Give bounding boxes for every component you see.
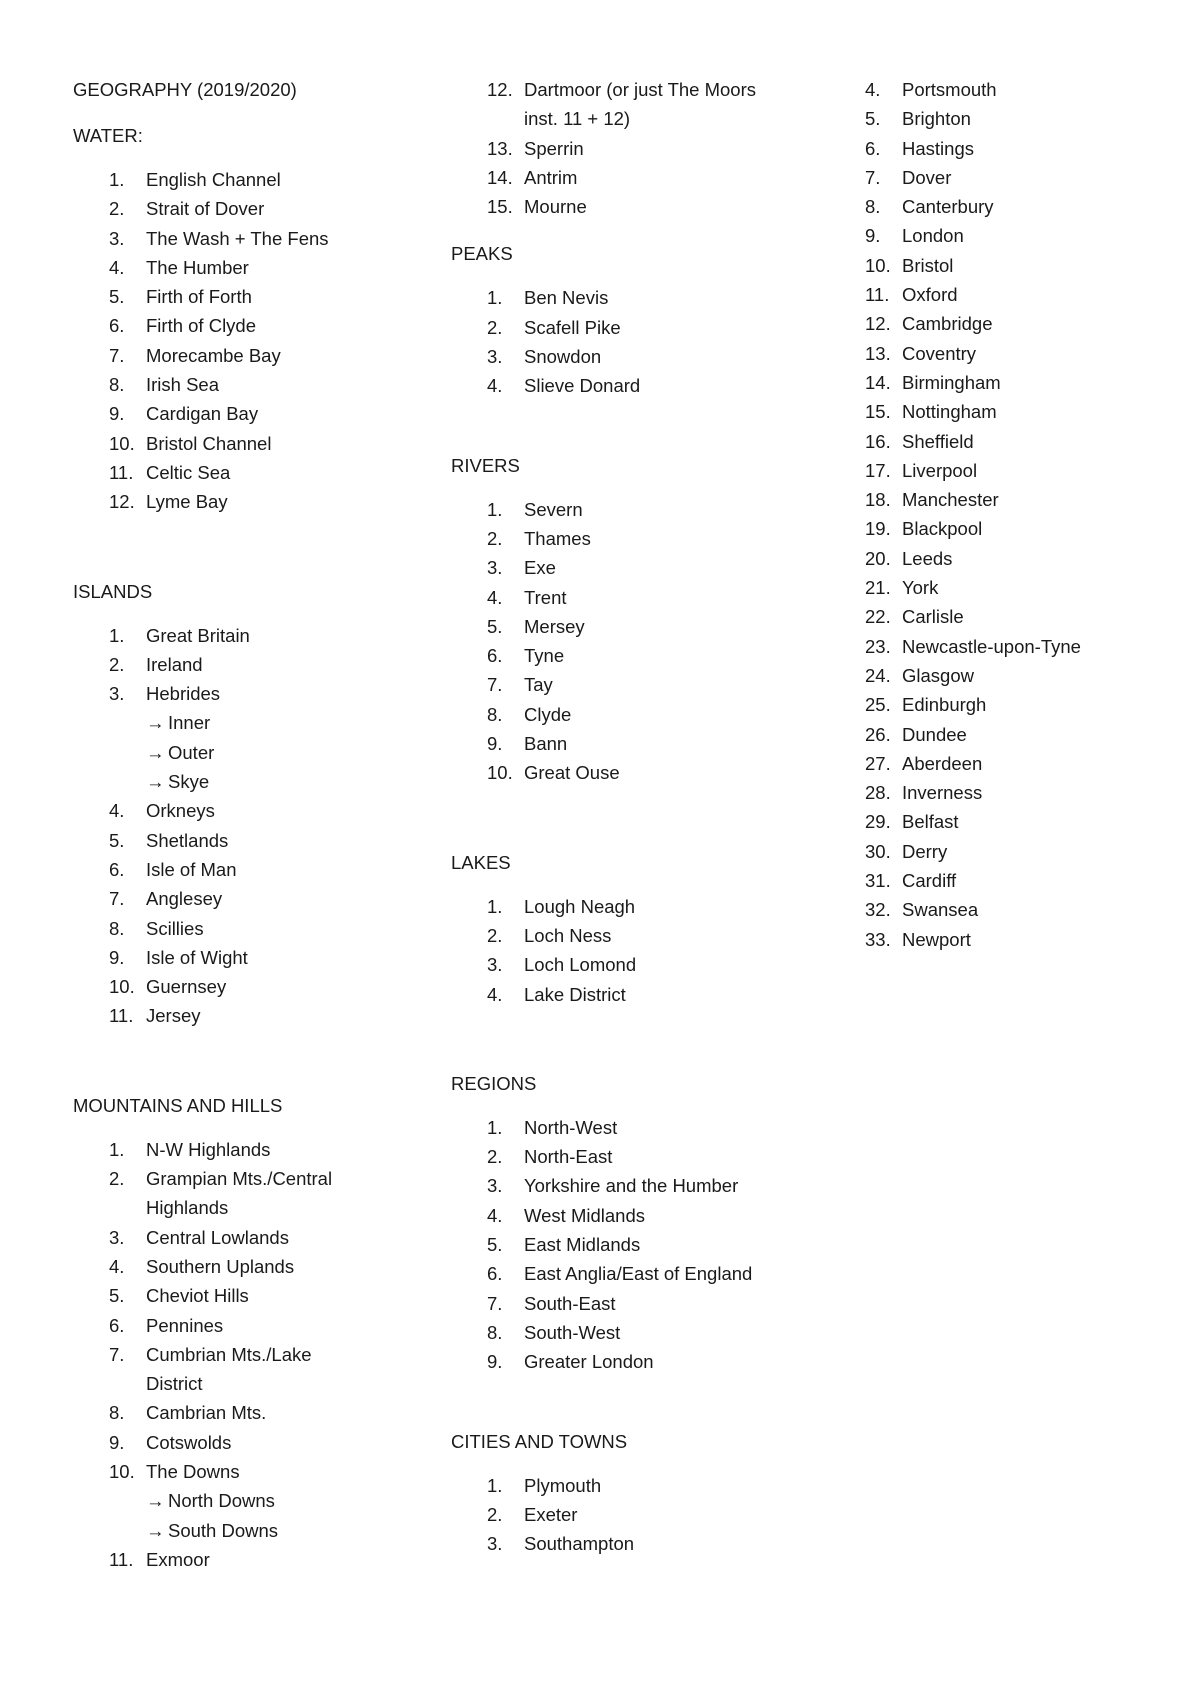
- list-item: 1. Plymouth: [487, 1474, 602, 1496]
- list-item: 11. Exmoor: [109, 1548, 210, 1570]
- list-item: 7. South-East: [487, 1292, 616, 1314]
- list-item: 3. Snowdon: [487, 346, 602, 368]
- list-item: 8. Scillies: [109, 917, 204, 939]
- list-item: 1. Severn: [487, 498, 583, 520]
- list-item: 6. Isle of Man: [109, 858, 237, 880]
- list-item: 25. Edinburgh: [865, 694, 987, 716]
- sublist-item: → South Downs: [146, 1516, 443, 1545]
- list-item: 10. Guernsey: [109, 976, 227, 998]
- list-item: 33. Newport: [865, 928, 971, 950]
- list-item: 8. South-West: [487, 1321, 621, 1343]
- list-item: 3. Yorkshire and the Humber: [487, 1175, 739, 1197]
- column-middle: [451, 75, 821, 1558]
- list-item: 11. Jersey: [109, 1005, 201, 1027]
- list-item: 4. The Humber: [109, 256, 249, 278]
- list-item: 6. East Anglia/East of England: [487, 1263, 753, 1285]
- sublist-item: → Skye: [146, 767, 443, 796]
- list-item: 4. West Midlands: [487, 1204, 645, 1226]
- list-item: 8. Clyde: [487, 703, 572, 725]
- section-heading-water: WATER:: [73, 125, 143, 146]
- list-item: 5. Firth of Forth: [109, 286, 252, 308]
- list-item: 1. Great Britain: [109, 624, 250, 646]
- list-item: 2. North-East: [487, 1146, 613, 1168]
- list-cities-continued: [829, 75, 1189, 954]
- list-item: 6. Pennines: [109, 1314, 224, 1336]
- sublist-item: → Outer: [146, 738, 443, 767]
- section-heading-regions: REGIONS: [451, 1072, 537, 1094]
- list-item: 7. Cumbrian Mts./Lake District: [109, 1343, 312, 1395]
- list-item: 1. English Channel: [109, 169, 281, 190]
- list-item: 2. Thames: [487, 527, 591, 549]
- list-item: 10. The Downs → North Downs → South Downs: [73, 1457, 443, 1545]
- list-item: 28. Inverness: [865, 782, 983, 804]
- list-item: 2. Grampian Mts./Central Highlands: [109, 1168, 333, 1219]
- list-peaks: [451, 283, 821, 400]
- list-item: 1. N-W Highlands: [109, 1138, 271, 1160]
- list-item: 7. Morecambe Bay: [109, 344, 281, 366]
- list-item: 15. Nottingham: [865, 401, 997, 423]
- list-item: 15. Mourne: [487, 196, 587, 218]
- document-title: GEOGRAPHY (2019/2020): [73, 79, 297, 100]
- list-water: [73, 165, 443, 517]
- sublist-item: → Inner: [146, 708, 443, 737]
- list-item: 12. Cambridge: [865, 313, 993, 335]
- list-item: 18. Manchester: [865, 489, 999, 511]
- list-item: 16. Sheffield: [865, 430, 974, 452]
- list-item: 6. Hastings: [865, 137, 974, 159]
- list-item: 2. Exeter: [487, 1503, 578, 1525]
- column-right: [829, 75, 1189, 954]
- list-item: 17. Liverpool: [865, 459, 978, 481]
- list-item: 12. Lyme Bay: [109, 491, 228, 513]
- list-mountains: [73, 1135, 443, 1574]
- section-heading-mountains: MOUNTAINS AND HILLS: [73, 1094, 283, 1116]
- list-item: 6. Tyne: [487, 645, 565, 667]
- sublist-hebrides: [146, 708, 443, 796]
- arrow-right-icon: →: [146, 771, 165, 793]
- list-item: 8. Irish Sea: [109, 374, 220, 396]
- list-item: 13. Sperrin: [487, 137, 584, 159]
- list-item: 4. Southern Uplands: [109, 1255, 295, 1277]
- list-item: 1. Lough Neagh: [487, 895, 636, 917]
- list-item: 20. Leeds: [865, 547, 953, 569]
- list-item: 5. Cheviot Hills: [109, 1285, 249, 1307]
- list-item: 4. Orkneys: [109, 800, 215, 822]
- list-cities: [451, 1471, 821, 1559]
- list-item: 14. Birmingham: [865, 371, 1001, 393]
- column-left: [73, 75, 443, 1574]
- list-item: 9. Bann: [487, 733, 568, 755]
- list-item: 4. Slieve Donard: [487, 375, 641, 397]
- list-item: 7. Anglesey: [109, 888, 223, 910]
- list-item: 7. Tay: [487, 674, 553, 696]
- list-item: 1. North-West: [487, 1116, 618, 1138]
- list-item: 24. Glasgow: [865, 664, 974, 686]
- section-heading-islands: ISLANDS: [73, 580, 153, 602]
- sublist-downs: [146, 1486, 443, 1545]
- list-item: 14. Antrim: [487, 166, 578, 188]
- list-item: 19. Blackpool: [865, 518, 983, 540]
- list-item: 4. Lake District: [487, 983, 626, 1005]
- list-item: 3. Hebrides → Inner → Outer → Skye: [73, 679, 443, 796]
- sublist-item: → North Downs: [146, 1486, 443, 1515]
- list-item: 2. Scafell Pike: [487, 316, 621, 338]
- list-item: 27. Aberdeen: [865, 752, 983, 774]
- list-item: 9. Greater London: [487, 1351, 654, 1373]
- list-item: 11. Oxford: [865, 284, 958, 306]
- list-item: 3. Loch Lomond: [487, 954, 637, 976]
- list-item: 4. Trent: [487, 586, 567, 608]
- section-heading-peaks: PEAKS: [451, 243, 513, 265]
- arrow-right-icon: →: [146, 741, 165, 763]
- section-heading-lakes: LAKES: [451, 851, 511, 873]
- list-item: 21. York: [865, 577, 939, 599]
- list-item: 7. Dover: [865, 166, 952, 188]
- list-item: 10. Bristol Channel: [109, 432, 272, 454]
- list-item: 9. Cotswolds: [109, 1431, 232, 1453]
- list-item: 5. Mersey: [487, 615, 585, 637]
- list-lakes: [451, 892, 821, 1009]
- list-item: 4. Portsmouth: [865, 79, 997, 100]
- list-item: 23. Newcastle-upon-Tyne: [865, 635, 1081, 657]
- list-item: 1. Ben Nevis: [487, 287, 609, 309]
- section-heading-rivers: RIVERS: [451, 454, 520, 476]
- arrow-right-icon: →: [146, 1490, 165, 1512]
- list-item: 9. London: [865, 225, 964, 247]
- list-item: 3. Exe: [487, 557, 556, 579]
- list-item: 6. Firth of Clyde: [109, 315, 257, 337]
- list-item: 2. Strait of Dover: [109, 198, 265, 220]
- list-islands: [73, 621, 443, 1031]
- arrow-right-icon: →: [146, 712, 165, 734]
- list-item: 13. Coventry: [865, 342, 977, 364]
- list-item: 10. Bristol: [865, 254, 954, 276]
- list-item: 11. Celtic Sea: [109, 461, 231, 483]
- list-item: 30. Derry: [865, 840, 948, 862]
- list-item: 31. Cardiff: [865, 870, 957, 892]
- list-regions: [451, 1113, 821, 1377]
- list-rivers: [451, 495, 821, 788]
- arrow-right-icon: →: [146, 1519, 165, 1541]
- list-item: 9. Cardigan Bay: [109, 403, 259, 425]
- list-item: 26. Dundee: [865, 723, 967, 745]
- list-item: 5. East Midlands: [487, 1234, 641, 1256]
- list-item: 2. Ireland: [109, 653, 203, 675]
- list-mountains-continued: [451, 75, 821, 221]
- list-item: 8. Canterbury: [865, 196, 994, 218]
- list-item: 32. Swansea: [865, 899, 979, 921]
- section-heading-cities: CITIES AND TOWNS: [451, 1430, 628, 1452]
- list-item: 8. Cambrian Mts.: [109, 1402, 267, 1424]
- list-item: 3. Southampton: [487, 1533, 635, 1555]
- list-item: 5. Shetlands: [109, 829, 229, 851]
- list-item: 3. The Wash + The Fens: [109, 227, 329, 249]
- list-item: 2. Loch Ness: [487, 924, 612, 946]
- list-item: 10. Great Ouse: [487, 762, 620, 784]
- list-item: 5. Brighton: [865, 108, 971, 130]
- list-item: 29. Belfast: [865, 811, 959, 833]
- list-item: 3. Central Lowlands: [109, 1226, 289, 1248]
- list-item: 9. Isle of Wight: [109, 946, 248, 968]
- list-item: 12. Dartmoor (or just The Moors inst. 11 + 12): [487, 79, 756, 130]
- list-item: 22. Carlisle: [865, 606, 964, 628]
